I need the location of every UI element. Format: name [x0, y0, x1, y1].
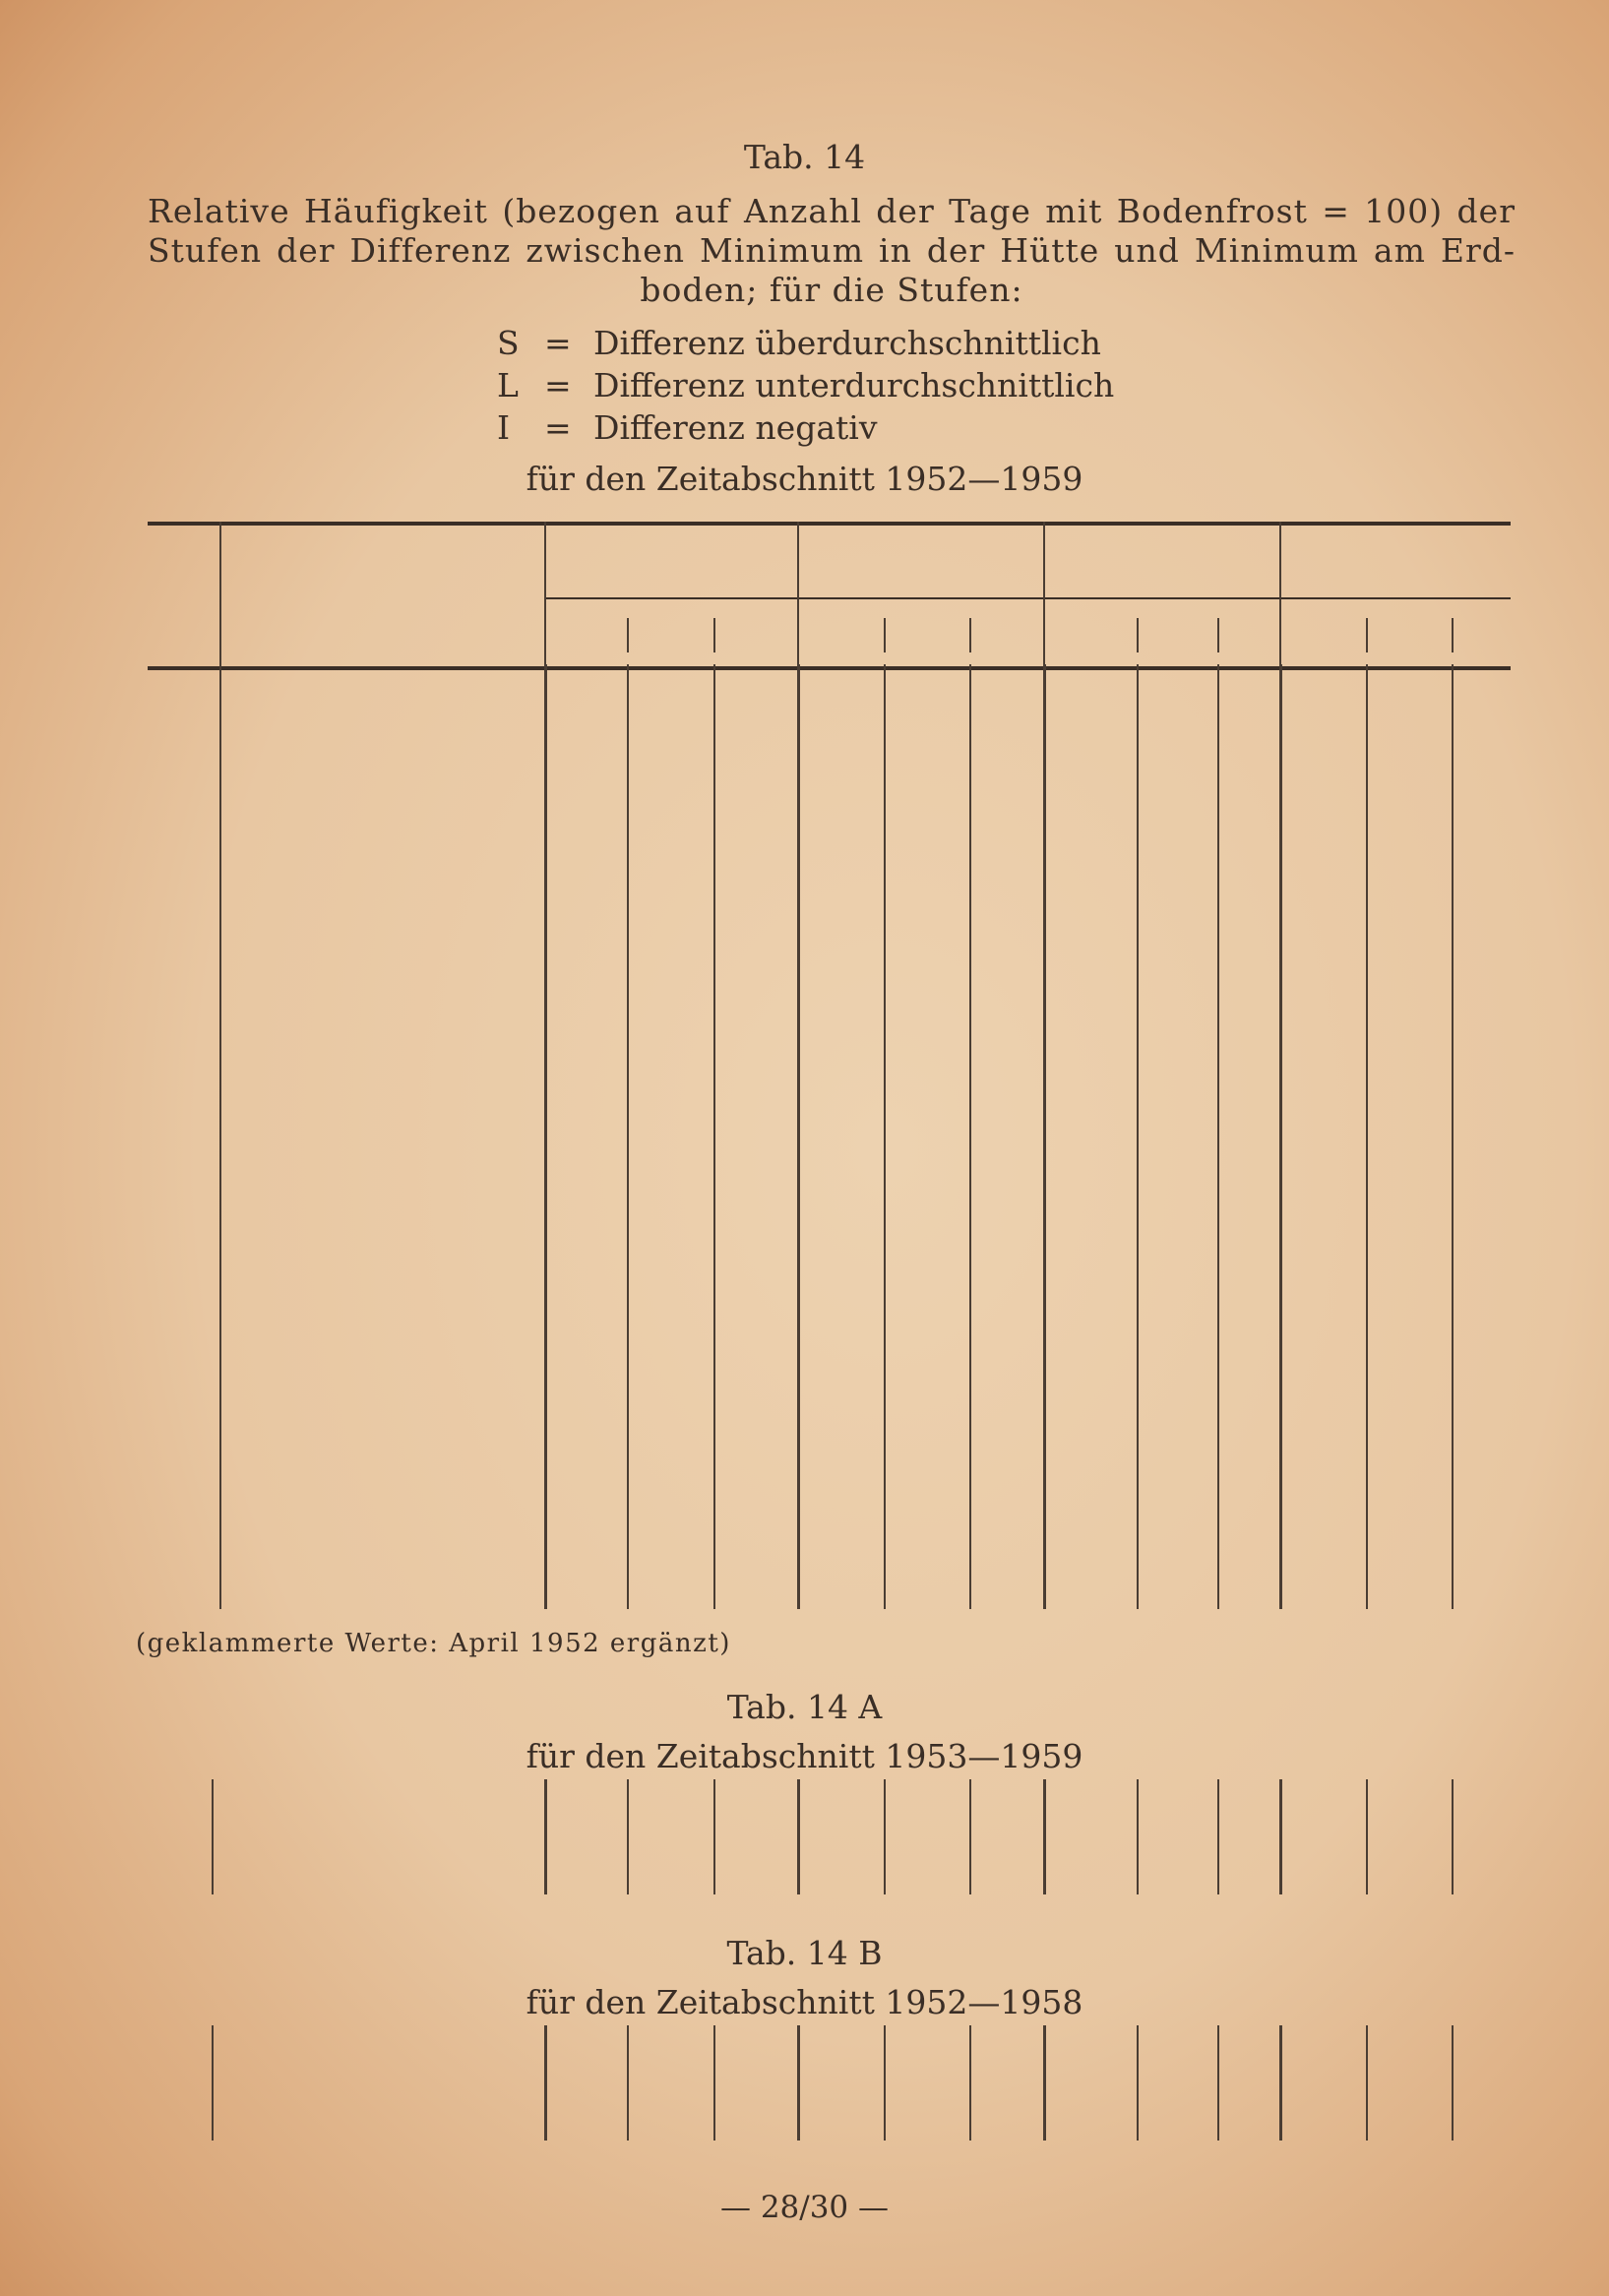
body-vline [1043, 664, 1046, 1609]
table_a-vline [1043, 1779, 1046, 1894]
header-sub-vline [1366, 618, 1368, 652]
body-vline [1366, 664, 1368, 1609]
body-vline [1137, 664, 1139, 1609]
caption-line-2: Stufen der Differenz zwischen Minimum in der Hütte und Minimum am Erd- [148, 231, 1516, 270]
table-a-title: Tab. 14 A [726, 1688, 883, 1726]
legend-row-l [497, 364, 1114, 406]
table-note: (geklammerte Werte: April 1952 ergänzt) [136, 1629, 731, 1658]
legend-row-s [497, 322, 1114, 364]
table-period: für den Zeitabschnitt 1952—1959 [526, 460, 1083, 498]
table_b-vline [1452, 2025, 1454, 2141]
table_b-station-vline [212, 2025, 214, 2141]
table_b-vline [969, 2025, 971, 2141]
legend-text: Differenz überdurchschnittlich [593, 324, 1101, 362]
legend-key: I [497, 408, 511, 447]
month-rule [544, 597, 1511, 599]
header-sub-vline [1217, 618, 1219, 652]
legend-text: Differenz unterdurchschnittlich [593, 366, 1115, 404]
table_b-vline [797, 2025, 800, 2141]
table_a-vline [884, 1779, 886, 1894]
header-vline [1043, 522, 1045, 666]
table_a-vline [627, 1779, 629, 1894]
legend-key: L [497, 366, 519, 404]
table_b-vline [884, 2025, 886, 2141]
table_b-vline [627, 2025, 629, 2141]
table_b-vline [1279, 2025, 1282, 2141]
header-vline [544, 522, 546, 666]
table_a-vline [797, 1779, 800, 1894]
header-sub-vline [884, 618, 886, 652]
body-vline [969, 664, 971, 1609]
body-vline [1452, 664, 1454, 1609]
table_a-vline [969, 1779, 971, 1894]
table_a-vline [1137, 1779, 1139, 1894]
table_b-vline [1217, 2025, 1219, 2141]
table_a-station-vline [212, 1779, 214, 1894]
table-top-rule [148, 522, 1511, 526]
station-vline [219, 664, 221, 1609]
table-a-period: für den Zeitabschnitt 1953—1959 [526, 1737, 1083, 1775]
body-vline [1217, 664, 1219, 1609]
header-sub-vline [969, 618, 971, 652]
header-sub-vline [1137, 618, 1139, 652]
legend-text: Differenz negativ [593, 408, 878, 447]
body-vline [544, 664, 547, 1609]
header-sub-vline [713, 618, 715, 652]
header-vline [219, 522, 221, 666]
body-vline [797, 664, 800, 1609]
legend-eq: = [544, 324, 572, 362]
header-vline [1279, 522, 1281, 666]
legend-row-i [497, 406, 1114, 449]
table_a-vline [544, 1779, 547, 1894]
header-sub-vline [627, 618, 629, 652]
header-sub-vline [1452, 618, 1454, 652]
table-caption [148, 192, 1516, 310]
table_a-vline [1279, 1779, 1282, 1894]
table_a-vline [1366, 1779, 1368, 1894]
table_b-vline [544, 2025, 547, 2141]
table-b-period: für den Zeitabschnitt 1952—1958 [526, 1983, 1083, 2021]
body-vline [627, 664, 629, 1609]
body-vline [713, 664, 715, 1609]
table_b-vline [713, 2025, 715, 2141]
table_b-vline [1366, 2025, 1368, 2141]
table_b-vline [1043, 2025, 1046, 2141]
table_a-vline [713, 1779, 715, 1894]
legend [497, 322, 1114, 449]
table-title: Tab. 14 [743, 138, 866, 176]
table_a-vline [1452, 1779, 1454, 1894]
table_a-vline [1217, 1779, 1219, 1894]
body-top-rule [148, 666, 1511, 670]
legend-key: S [497, 324, 520, 362]
page-number: — 28/30 — [719, 2190, 890, 2225]
table-b-title: Tab. 14 B [726, 1934, 883, 1972]
caption-line-3: boden; für die Stufen: [640, 271, 1023, 309]
table_b-vline [1137, 2025, 1139, 2141]
legend-eq: = [544, 408, 572, 447]
legend-eq: = [544, 366, 572, 404]
body-vline [1279, 664, 1282, 1609]
header-vline [797, 522, 799, 666]
caption-line-1: Relative Häufigkeit (bezogen auf Anzahl der Tage mit Bodenfrost = 100) der [148, 192, 1516, 230]
body-vline [884, 664, 886, 1609]
